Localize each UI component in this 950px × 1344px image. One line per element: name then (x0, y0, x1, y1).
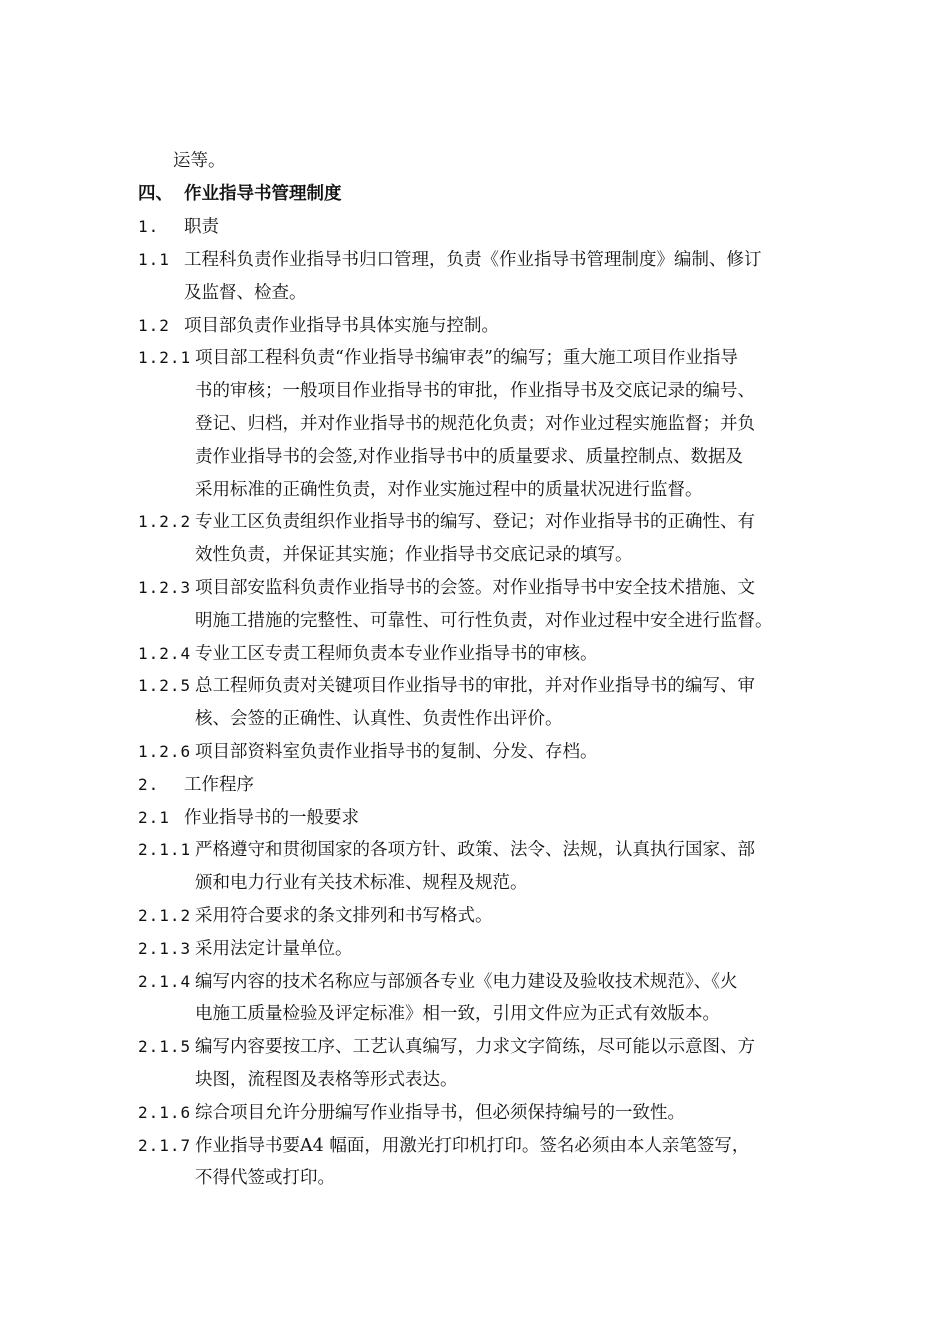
clause-text: 块图，流程图及表格等形式表达。 (195, 1070, 458, 1090)
clause-text: 专业工区专责工程师负责本专业作业指导书的审核。 (195, 644, 598, 664)
clause-text: 专业工区负责组织作业指导书的编写、登记；对作业指导书的正确性、有 (195, 512, 755, 532)
clause-number: 2.1.3 (138, 939, 192, 958)
clause-number: 2. (138, 775, 160, 794)
clause-number: 1.2.6 (138, 742, 192, 761)
section-title: 作业指导书管理制度 (184, 184, 342, 204)
clause-number: 2.1.4 (138, 972, 192, 991)
clause-text: 工程科负责作业指导书归口管理，负责《作业指导书管理制度》编制、修订 (184, 250, 762, 270)
clause-text: 总工程师负责对关键项目作业指导书的审批，并对作业指导书的编写、审 (195, 676, 755, 696)
clause-number: 1.2.2 (138, 512, 192, 531)
clause-number: 1.2.3 (138, 578, 192, 597)
clause-text: 作业指导书要A4 幅面，用激光打印机打印。签名必须由本人亲笔签写， (195, 1136, 750, 1156)
clause-text: 登记、归档，并对作业指导书的规范化负责；对作业过程实施监督；并负 (195, 414, 755, 434)
clause-number: 2.1.7 (138, 1136, 192, 1155)
clause-text: 书的审核；一般项目作业指导书的审批，作业指导书及交底记录的编号、 (195, 381, 755, 401)
clause-number: 1.2.1 (138, 348, 192, 367)
clause-text: 采用符合要求的条文排列和书写格式。 (195, 906, 493, 926)
clause-text: 核、会签的正确性、认真性、负责性作出评价。 (195, 709, 563, 729)
clause-text: 项目部工程科负责“作业指导书编审表”的编写；重大施工项目作业指导 (195, 348, 738, 368)
clause-text: 采用标准的正确性负责，对作业实施过程中的质量状况进行监督。 (195, 480, 703, 500)
clause-text: 职责 (184, 217, 219, 237)
clause-number: 1.2 (138, 316, 170, 335)
clause-number: 2.1.2 (138, 906, 192, 925)
clause-number: 1.1 (138, 250, 170, 269)
clause-number: 2.1.6 (138, 1103, 192, 1122)
clause-text: 不得代签或打印。 (195, 1168, 335, 1188)
clause-number: 1. (138, 217, 160, 236)
clause-text: 及监督、检查。 (184, 283, 307, 303)
clause-text: 效性负责，并保证其实施；作业指导书交底记录的填写。 (195, 545, 633, 565)
clause-number: 2.1.1 (138, 840, 192, 859)
clause-text: 工作程序 (184, 775, 254, 795)
clause-number: 2.1.5 (138, 1037, 192, 1056)
clause-text: 项目部资料室负责作业指导书的复制、分发、存档。 (195, 742, 598, 762)
clause-text: 采用法定计量单位。 (195, 939, 353, 959)
clause-text: 项目部安监科负责作业指导书的会签。对作业指导书中安全技术措施、文 (195, 578, 755, 598)
clause-text: 严格遵守和贯彻国家的各项方针、政策、法令、法规，认真执行国家、部 (195, 840, 755, 860)
clause-text: 编写内容要按工序、工艺认真编写，力求文字简练，尽可能以示意图、方 (195, 1037, 755, 1057)
section-number: 四、 (138, 184, 173, 204)
clause-number: 1.2.4 (138, 644, 192, 663)
paragraph-text: 运等。 (173, 151, 226, 171)
clause-number: 1.2.5 (138, 676, 192, 695)
clause-text: 综合项目允许分册编写作业指导书，但必须保持编号的一致性。 (195, 1103, 685, 1123)
clause-text: 责作业指导书的会签,对作业指导书中的质量要求、质量控制点、数据及 (195, 447, 744, 467)
clause-text: 电施工质量检验及评定标准》相一致，引用文件应为正式有效版本。 (195, 1004, 720, 1024)
clause-number: 2.1 (138, 808, 170, 827)
clause-text: 项目部负责作业指导书具体实施与控制。 (184, 316, 499, 336)
clause-text: 编写内容的技术名称应与部颁各专业《电力建设及验收技术规范》、《火 (195, 972, 738, 992)
clause-text: 颁和电力行业有关技术标准、规程及规范。 (195, 873, 528, 893)
clause-text: 作业指导书的一般要求 (184, 808, 359, 828)
clause-text: 明施工措施的完整性、可靠性、可行性负责，对作业过程中安全进行监督。 (195, 611, 773, 631)
